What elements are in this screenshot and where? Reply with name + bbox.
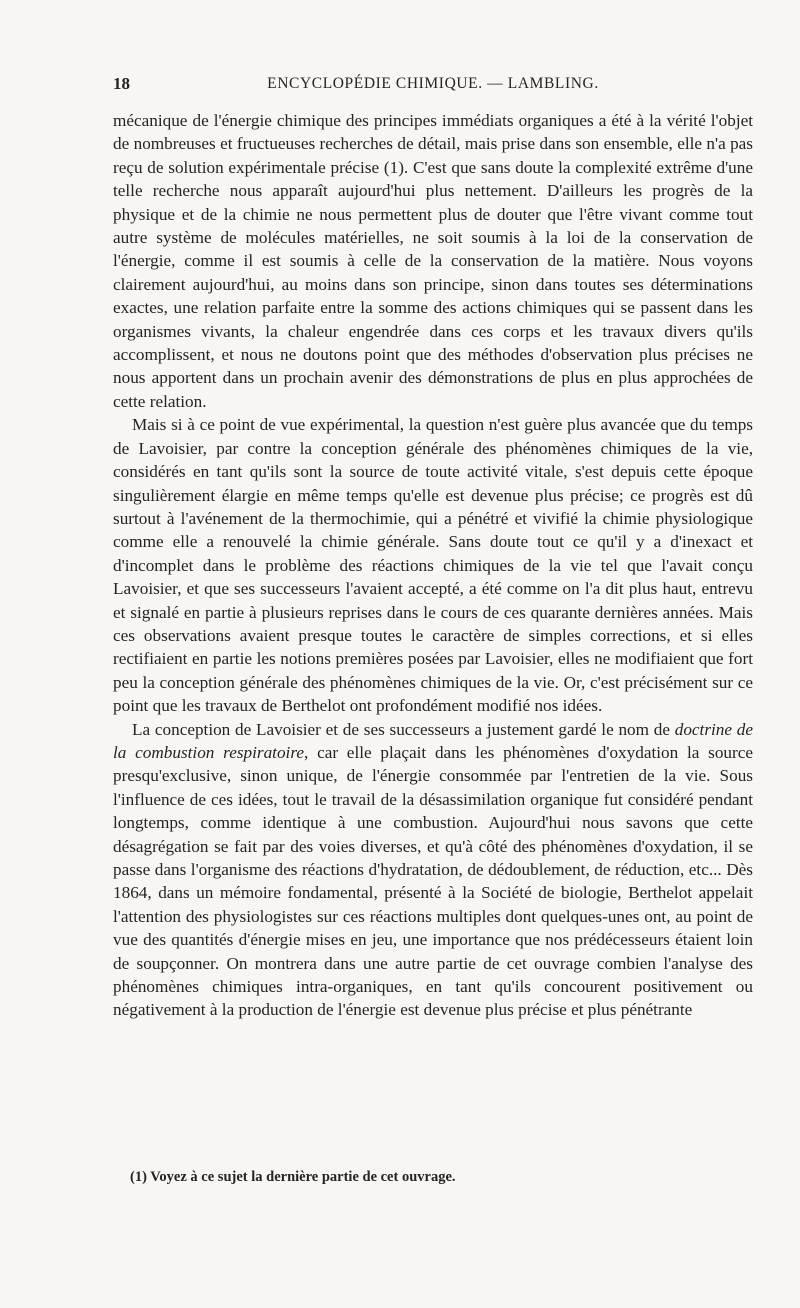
running-head: ENCYCLOPÉDIE CHIMIQUE. — LAMBLING.: [267, 75, 599, 92]
text-run: La conception de Lavoisier et de ses successeurs a justement gardé le nom de: [132, 719, 675, 739]
page-header: [113, 74, 753, 98]
page-number: 18: [113, 74, 130, 93]
footnote: [130, 1168, 750, 1186]
footnote-text: Voyez à ce sujet la dernière partie de cet ouvrage.: [150, 1169, 456, 1185]
italic-phrase: doctrine de la combustion respiratoire: [113, 719, 753, 762]
paragraph: [113, 109, 753, 413]
paragraph: [113, 413, 753, 717]
text-run: , car elle plaçait dans les phénomènes d'oxydation la source presqu'exclusive, sinon unique, de l'énergie consommée par l'entretien de la vie. Sous l'influence de ces idées, tout le travail de la désassimilation organique fut considéré pendant longtemps, comme identique à une combustion. Aujourd'hui nous savons que cette désagrégation se fait par des voies diverses, et qu'à côté des phénomènes d'oxydation, il se passe dans l'organisme des réactions d'hydratation, de dédoublement, de réduction, etc... Dès 1864, dans un mémoire fondamental, présenté à la Société de biologie, Berthelot appelait l'attention des physiologistes sur ces réactions multiples dont quelques-unes ont, au point de vue des quantités d'énergie mises en jeu, une importance que nos prédécesseurs étaient loin de soupçonner. On montrera dans une autre partie de cet ouvrage combien l'analyse des phénomènes chimiques intra-organiques, en tant qu'ils concourent positivement ou négativement à la production de l'énergie est devenue plus précise et plus pénétrante: [113, 742, 753, 1020]
body-text: [113, 109, 753, 1022]
text-run: Mais si à ce point de vue expérimental, la question n'est guère plus avancée que du temps de Lavoisier, par contre la conception générale des phénomènes chimiques de la vie, considérés en tant qu'ils sont la source de toute activité vitale, s'est depuis cette époque singulièrement élargie en même temps qu'elle est devenue plus précise; ce progrès est dû surtout à l'avénement de la thermochimie, qui a pénétré et vivifié la chimie physiologique comme elle a renouvelé la chimie générale. Sans doute tout ce qu'il y a d'inexact et d'incomplet dans le problème des réactions chimiques de la vie tel que l'avait conçu Lavoisier, et que ses successeurs l'avaient accepté, a été comme on l'a dit plus haut, entrevu et signalé en partie à plusieurs reprises dans le cours de ces quarante dernières années. Mais ces observations avaient presque toutes le caractère de simples corrections, et si elles rectifiaient en partie les notions premières posées par Lavoisier, elles ne modifiaient que fort peu la conception générale des phénomènes chimiques de la vie. Or, c'est précisément sur ce point que les travaux de Berthelot ont profondément modifié nos idées.: [113, 415, 753, 716]
footnote-marker: (1): [130, 1169, 147, 1185]
paragraph: [113, 718, 753, 1022]
text-run: mécanique de l'énergie chimique des principes immédiats organiques a été à la vérité l'objet de nombreuses et fructueuses recherches de détail, mais prise dans son ensemble, elle n'a pas reçu de solution expérimentale précise (1). C'est que sans doute la complexité extrême d'une telle recherche nous apparaît aujourd'hui plus nettement. D'ailleurs les progrès de la physique et de la chimie ne nous permettent plus de douter que l'être vivant comme tout autre système de molécules matérielles, ne soit soumis à la loi de la conservation de l'énergie, comme il est soumis à celle de la conservation de la matière. Nous voyons clairement aujourd'hui, au moins dans son principe, sinon dans toutes ses déterminations exactes, une relation parfaite entre la somme des actions chimiques qui se passent dans les organismes vivants, la chaleur engendrée dans ces corps et les travaux divers qu'ils accomplissent, et nous ne doutons point que des méthodes d'observation plus précises ne nous apportent dans un prochain avenir des démonstrations de plus en plus approchées de cette relation.: [113, 111, 753, 411]
